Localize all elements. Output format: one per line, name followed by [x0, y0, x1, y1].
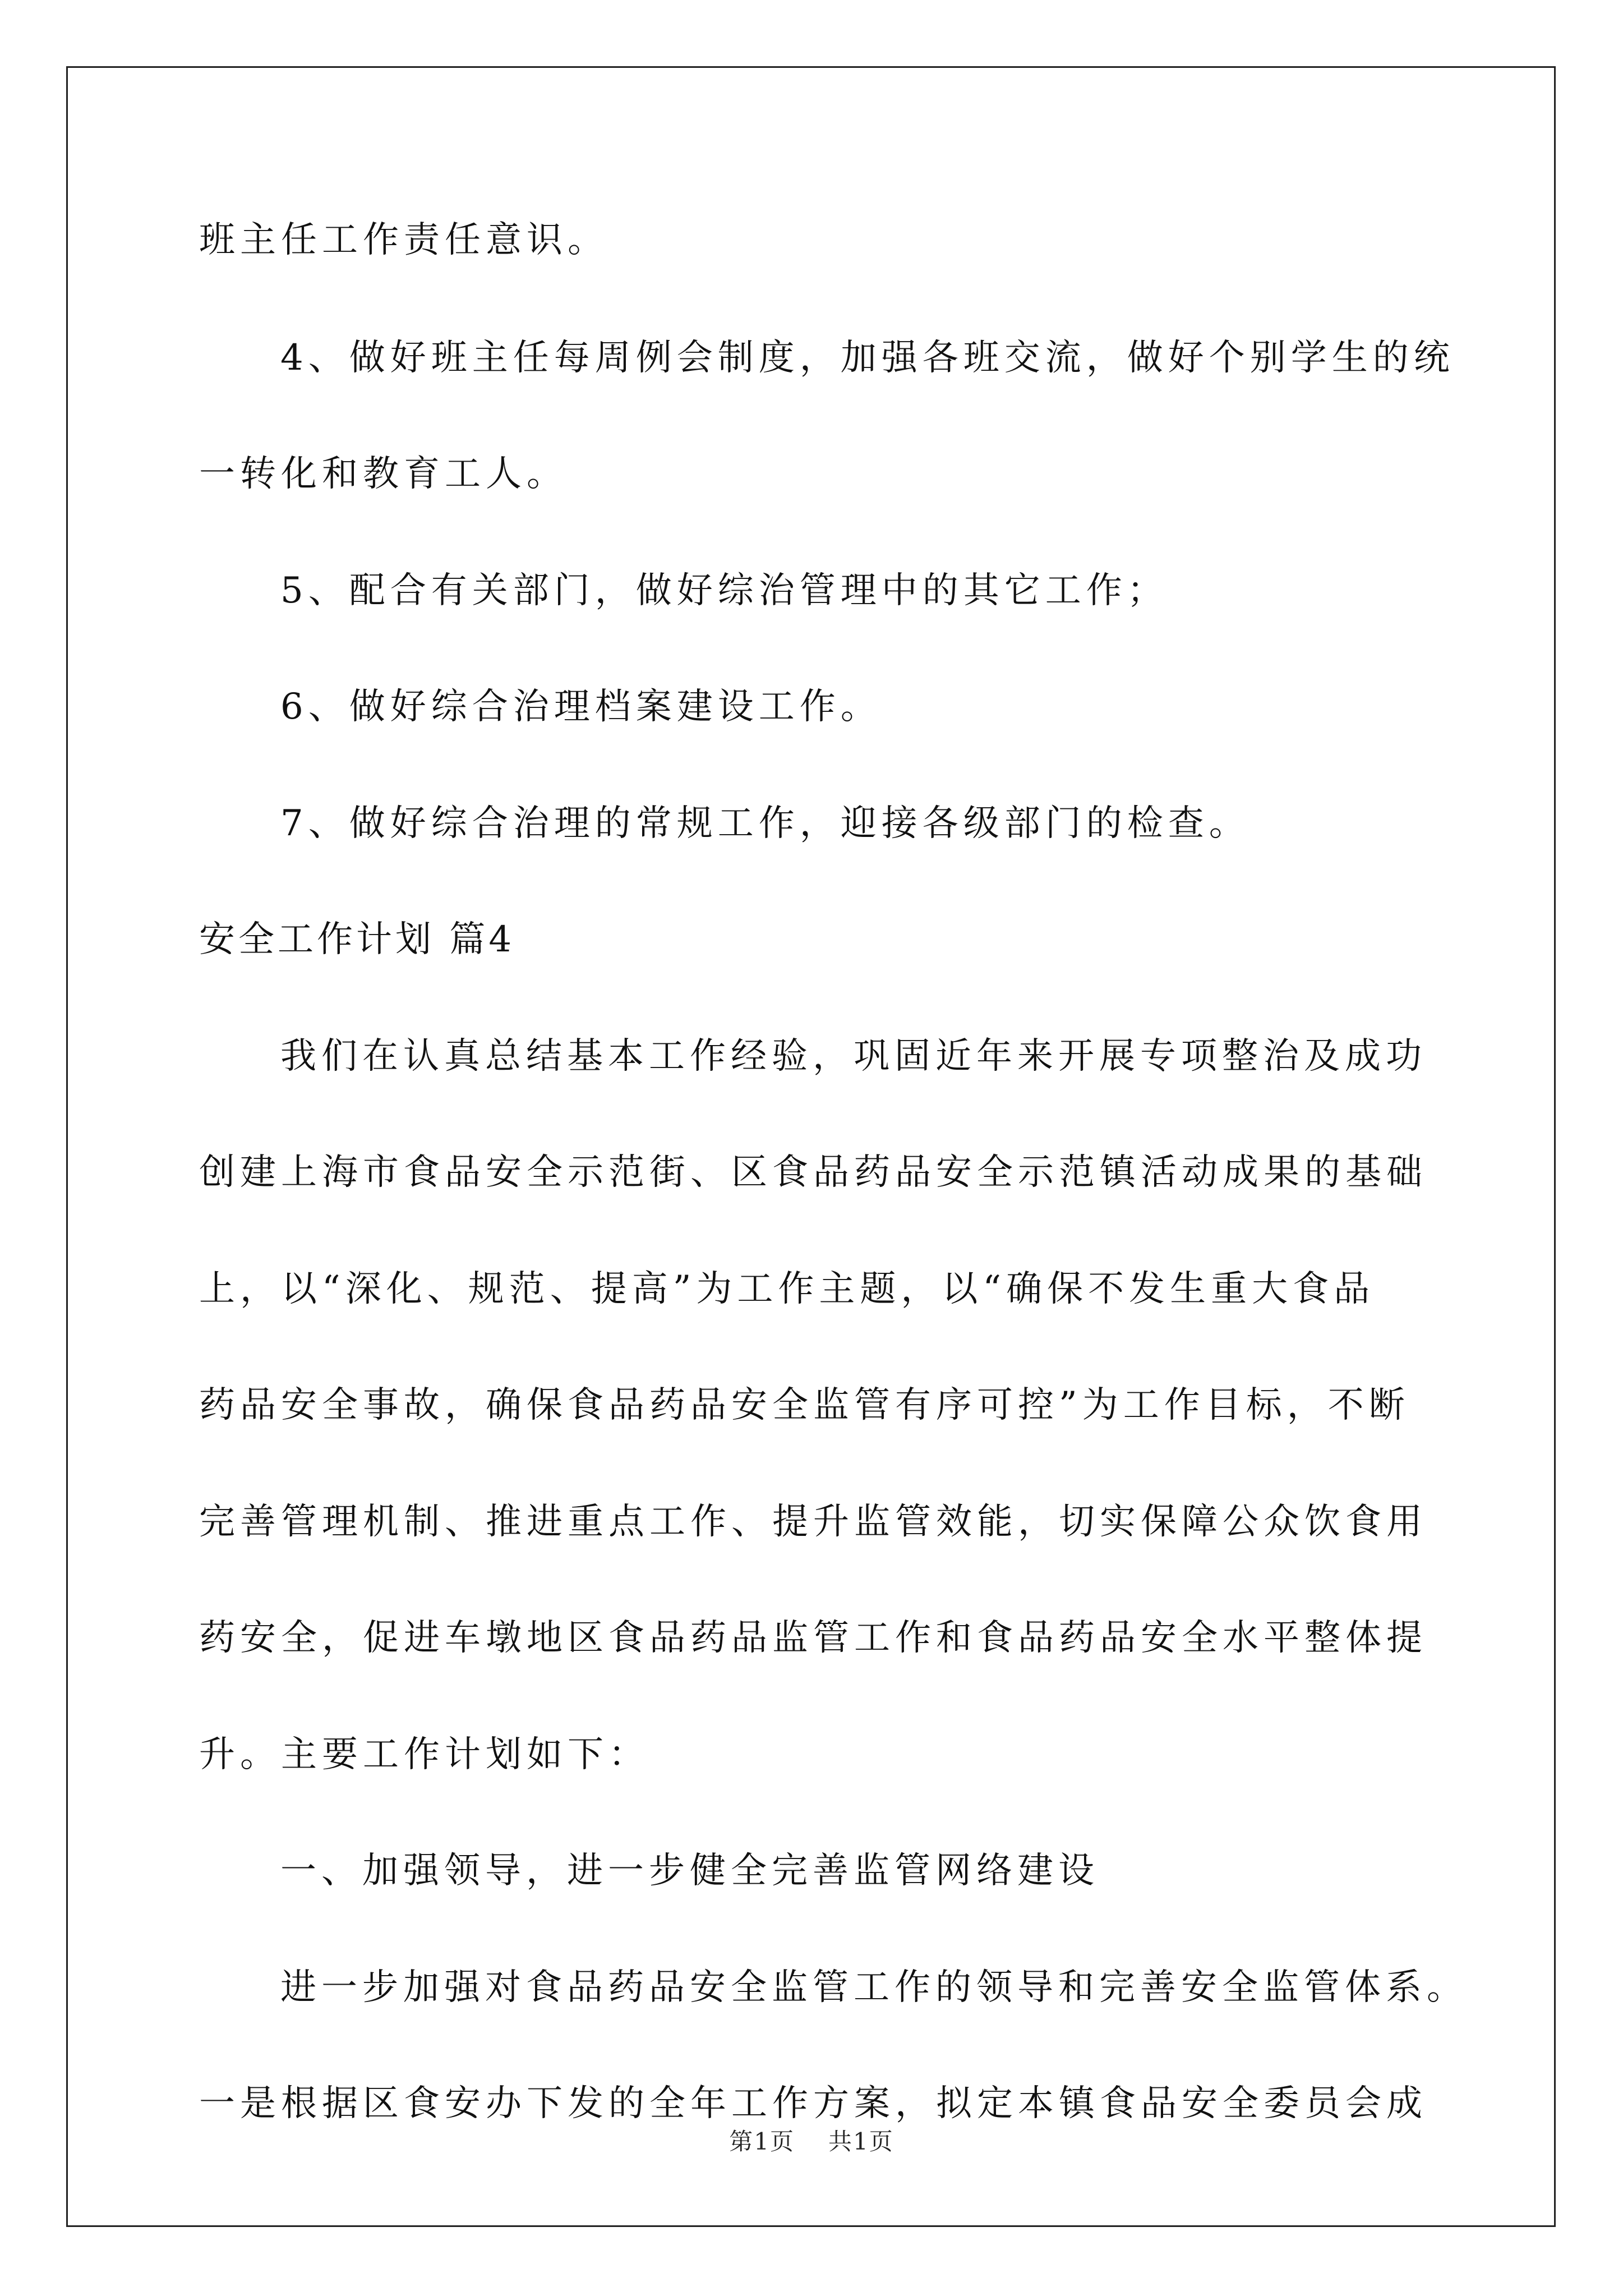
- list-item-4: 4、做好班主任每周例会制度，加强各班交流，做好个别学生的统: [280, 337, 1455, 379]
- list-item-6: 6、做好综合治理档案建设工作。: [280, 686, 882, 728]
- page-footer: [0, 2126, 1623, 2157]
- paragraph-line: 药品安全事故，确保食品药品安全监管有序可控”为工作目标，不断: [199, 1384, 1410, 1426]
- page-border: [66, 66, 1556, 2227]
- paragraph-line: 我们在认真总结基本工作经验，巩固近年来开展专项整治及成功: [280, 1036, 1427, 1077]
- paragraph-line: 创建上海市食品安全示范街、区食品药品安全示范镇活动成果的基础: [199, 1152, 1427, 1193]
- subheading-line: 一、加强领导，进一步健全完善监管网络建设: [280, 1850, 1099, 1892]
- page-number: 第1页: [729, 2128, 795, 2155]
- paragraph-line: 进一步加强对食品药品安全监管工作的领导和完善安全监管体系。: [280, 1967, 1468, 2008]
- list-item-5: 5、配合有关部门，做好综治管理中的其它工作；: [280, 570, 1168, 611]
- page-total: 共1页: [828, 2128, 894, 2155]
- paragraph-line: 药安全，促进车墩地区食品药品监管工作和食品药品安全水平整体提: [199, 1617, 1427, 1659]
- paragraph-line: 升。主要工作计划如下：: [199, 1734, 649, 1775]
- paragraph-line: 上，以“深化、规范、提高”为工作主题，以“确保不发生重大食品: [199, 1268, 1375, 1310]
- paragraph-line: 一是根据区食安办下发的全年工作方案，拟定本镇食品安全委员会成: [199, 2083, 1427, 2124]
- section-heading: 安全工作计划 篇4: [199, 919, 515, 960]
- paragraph-line: 班主任工作责任意识。: [199, 219, 608, 261]
- paragraph-line: 完善管理机制、推进重点工作、提升监管效能，切实保障公众饮食用: [199, 1501, 1427, 1543]
- list-item-7: 7、做好综合治理的常规工作，迎接各级部门的检查。: [280, 803, 1250, 844]
- paragraph-line: 一转化和教育工人。: [199, 453, 568, 495]
